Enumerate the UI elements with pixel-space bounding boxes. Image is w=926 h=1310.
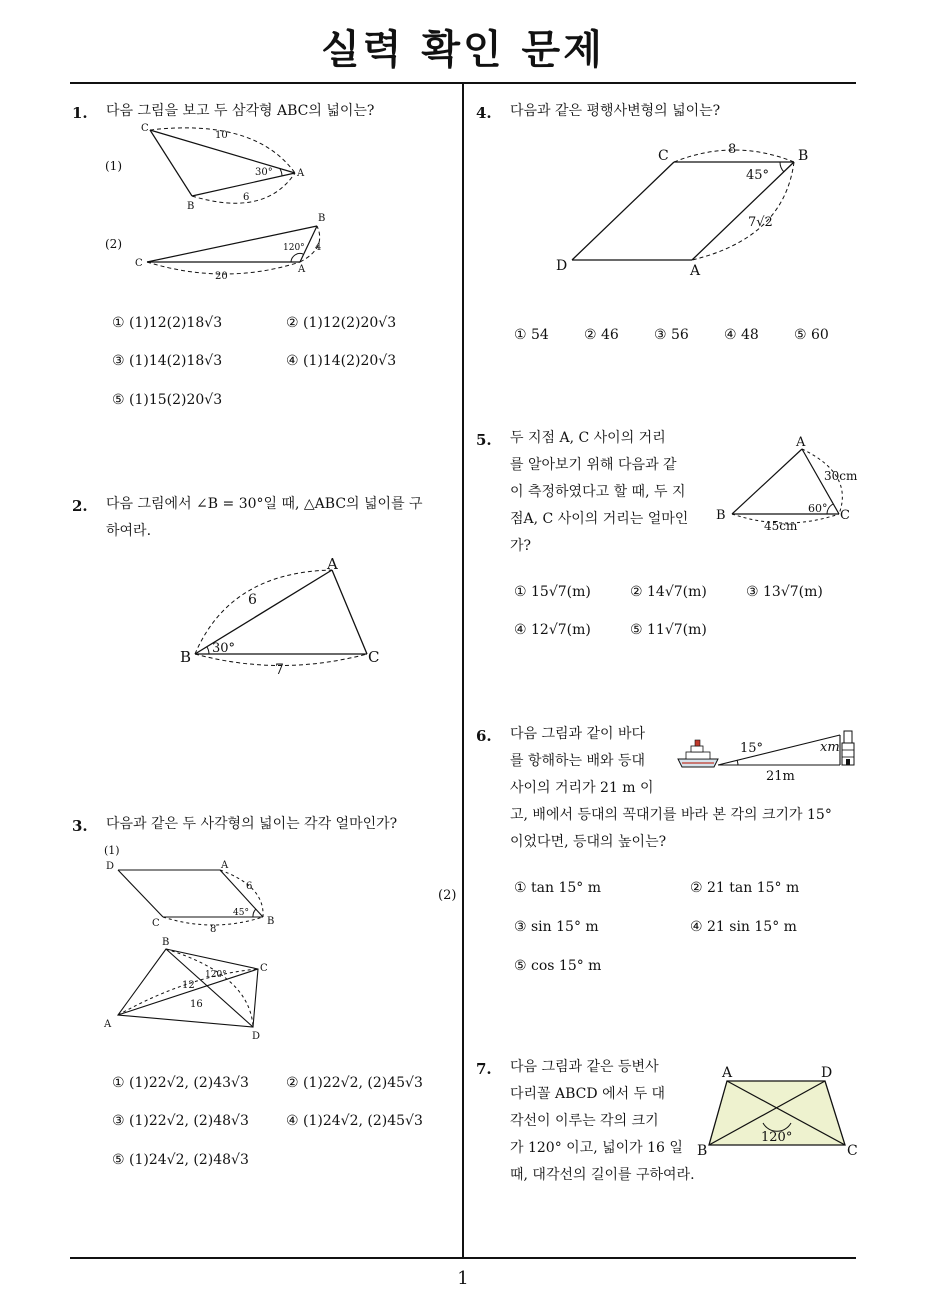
side-ab-label: 4 [315,242,322,253]
angle-label: 60° [808,502,828,515]
q1-figure-2 [95,210,335,285]
question-text: 다음 그림을 보고 두 삼각형 ABC의 넓이는? [106,103,375,119]
question-number: 1. [72,104,88,122]
option-3[interactable]: ③ (1)14(2)18√3 [112,353,223,369]
footer-rule [70,1257,856,1259]
option-3[interactable]: ③ (1)22√2, (2)48√3 [112,1113,249,1129]
vertex-A: A [796,435,806,450]
side-cb-label: 8 [210,924,217,935]
option-3[interactable]: ③ 56 [654,327,689,343]
vertex-C: C [152,918,160,929]
page-number: 1 [457,1268,469,1289]
page-title: 실력 확인 문제 [321,27,605,73]
question-number: 5. [476,431,492,449]
angle-label: 30° [255,167,273,178]
question-number: 3. [72,817,88,835]
option-4[interactable]: ④ 21 sin 15° m [690,919,797,935]
option-4[interactable]: ④ (1)24√2, (2)45√3 [286,1113,423,1129]
part-label: (1) [105,159,122,173]
question-number: 4. [476,104,492,122]
lighthouse-icon [842,731,854,765]
option-4[interactable]: ④ 12√7(m) [514,622,591,638]
question-text-line-3: 이 측정하였다고 할 때, 두 지 [510,484,686,500]
side-ac-label: 30cm [824,469,858,483]
option-4[interactable]: ④ 48 [724,327,759,343]
q3-figure-1 [100,838,290,936]
question-text-line-1: 다음 그림에서 ∠B = 30°일 때, △ABC의 넓이를 구 [106,496,423,512]
vertex-C: C [368,648,380,666]
ship-icon [678,740,718,767]
side-ba-label: 7√2 [748,215,773,230]
vertex-A: A [327,555,338,573]
q3-figure-2 [100,935,280,1045]
option-2[interactable]: ② (1)12(2)20√3 [286,315,397,331]
question-text-line-4: 점A, C 사이의 거리는 얼마인 [510,511,689,527]
question-text-line-3: 사이의 거리가 21 m 이 [510,780,654,796]
question-text-line-2: 를 항해하는 배와 등대 [510,753,646,769]
vertex-B: B [798,148,809,164]
option-3[interactable]: ③ 13√7(m) [746,584,823,600]
vertex-B: B [187,201,195,212]
question-text-line-2: 하여라. [106,523,152,539]
question-number: 7. [476,1060,492,1078]
vertex-C: C [840,508,850,523]
option-5[interactable]: ⑤ 11√7(m) [630,622,707,638]
q2-figure [170,552,395,677]
part-label: (1) [104,844,120,857]
vertex-A: A [104,1019,112,1030]
option-1[interactable]: ① (1)12(2)18√3 [112,315,223,331]
side-cb-label: 8 [728,142,737,157]
question-text: 다음과 같은 두 사각형의 넓이는 각각 얼마인가? [106,816,398,832]
side-ca-label: 20 [215,271,228,282]
question-text-line-5: 이었다면, 등대의 높이는? [510,834,667,850]
diagonal-1-label: 12 [182,980,195,991]
angle-label: 120° [761,1130,793,1145]
vertex-C: C [658,148,669,164]
option-2[interactable]: ② 14√7(m) [630,584,707,600]
side-ba-label: 6 [243,192,250,203]
vertex-B: B [180,648,192,666]
angle-label: 120° [205,970,227,980]
vertex-D: D [821,1065,833,1081]
side-ab-label: 6 [246,881,253,892]
option-1[interactable]: ① 15√7(m) [514,584,591,600]
option-2[interactable]: ② (1)22√2, (2)45√3 [286,1075,423,1091]
question-text-line-3: 각선이 이루는 각의 크기 [510,1113,659,1129]
vertex-A: A [690,263,701,279]
vertex-B: B [716,508,726,523]
side-bc-label: 45cm [764,519,798,533]
question-number: 6. [476,727,492,745]
side-ab-label: 6 [248,592,257,608]
q1-figure-1 [95,118,325,213]
height-label: xm [820,740,840,755]
vertex-D: D [556,258,568,274]
vertex-A: A [297,168,305,179]
angle-label: 120° [283,243,305,253]
angle-label: 30° [212,641,236,656]
option-2[interactable]: ② 46 [584,327,619,343]
q6-figure [672,723,872,788]
angle-label: 45° [233,908,249,918]
side-ca-label: 10 [215,130,228,141]
option-2[interactable]: ② 21 tan 15° m [690,880,800,896]
diagonal-2-label: 16 [190,999,203,1010]
option-1[interactable]: ① tan 15° m [514,880,601,896]
vertex-A: A [221,860,229,871]
question-text: 다음과 같은 평행사변형의 넓이는? [510,103,721,119]
question-text-line-4: 고, 배에서 등대의 꼭대기를 바라 본 각의 크기가 15° [510,807,832,823]
option-5[interactable]: ⑤ (1)15(2)20√3 [112,392,223,408]
q4-figure [548,138,828,283]
option-1[interactable]: ① (1)22√2, (2)43√3 [112,1075,249,1091]
angle-label: 45° [746,168,770,183]
side-bc-label: 7 [275,662,284,678]
part-label: (2) [105,237,122,251]
vertex-C: C [141,123,149,134]
vertex-D: D [252,1031,261,1042]
vertex-B: B [162,937,170,948]
option-5[interactable]: ⑤ 60 [794,327,829,343]
vertex-C: C [135,258,143,269]
vertex-B: B [318,213,326,224]
question-text-line-1: 다음 그림과 같이 바다 [510,726,646,742]
column-divider [462,84,464,1259]
vertex-C: C [847,1143,858,1159]
vertex-B: B [267,916,275,927]
question-text-line-2: 를 알아보기 위해 다음과 같 [510,457,677,473]
question-text-line-5: 가? [510,538,532,554]
option-3[interactable]: ③ sin 15° m [514,919,599,935]
question-text-line-1: 두 지점 A, C 사이의 거리 [510,430,666,446]
option-5[interactable]: ⑤ (1)24√2, (2)48√3 [112,1152,249,1168]
vertex-A: A [722,1065,733,1081]
option-4[interactable]: ④ (1)14(2)20√3 [286,353,397,369]
vertex-D: D [106,861,115,872]
question-text-line-1: 다음 그림과 같은 등변사 [510,1059,659,1075]
question-number: 2. [72,497,88,515]
vertex-B: B [697,1143,708,1159]
angle-label: 15° [740,741,764,756]
question-text-line-4: 가 120° 이고, 넓이가 16 일 [510,1140,683,1156]
q5-figure [712,432,872,537]
option-1[interactable]: ① 54 [514,327,549,343]
question-text-line-2: 다리꼴 ABCD 에서 두 대 [510,1086,666,1102]
vertex-C: C [260,963,268,974]
vertex-A: A [298,264,306,275]
q7-figure [695,1062,865,1162]
distance-label: 21m [766,769,795,784]
side-label: (2) [438,888,457,903]
question-text-line-5: 때, 대각선의 길이를 구하여라. [510,1167,695,1183]
option-5[interactable]: ⑤ cos 15° m [514,958,602,974]
